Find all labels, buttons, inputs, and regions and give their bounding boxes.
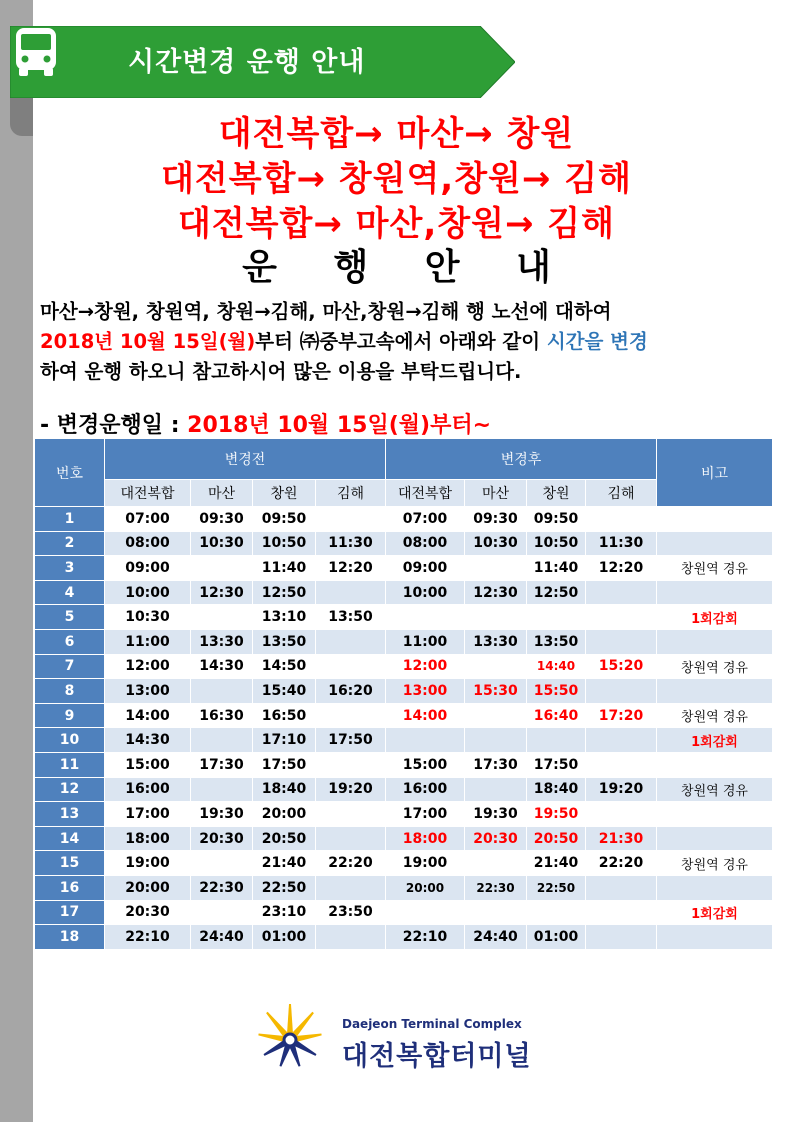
after-daejeon-time [386, 728, 465, 753]
header-stop-daejeon: 대전복합 [105, 480, 191, 507]
row-number: 8 [35, 679, 105, 704]
before-masan-time: 24:40 [191, 925, 253, 950]
after-gimhae-time: 22:20 [586, 851, 657, 876]
before-masan-time: 16:30 [191, 703, 253, 728]
after-masan-time: 17:30 [465, 752, 527, 777]
table-row [35, 802, 773, 827]
table-row [35, 580, 773, 605]
after-masan-time: 10:30 [465, 531, 527, 556]
header-stop-gimhae: 김해 [316, 480, 386, 507]
table-row [35, 556, 773, 581]
before-changwon-time: 20:50 [253, 826, 316, 851]
before-masan-time [191, 777, 253, 802]
route-headline-2: 대전복합→ 창원역,창원→ 김해 [161, 159, 632, 199]
after-gimhae-time: 19:20 [586, 777, 657, 802]
after-daejeon-time: 14:00 [386, 703, 465, 728]
table-row [35, 826, 773, 851]
after-changwon-time: 17:50 [527, 752, 586, 777]
after-daejeon-time: 13:00 [386, 679, 465, 704]
before-daejeon-time: 09:00 [105, 556, 191, 581]
row-note [657, 531, 773, 556]
row-note [657, 925, 773, 950]
before-changwon-time: 14:50 [253, 654, 316, 679]
before-changwon-time: 13:50 [253, 629, 316, 654]
after-masan-time: 24:40 [465, 925, 527, 950]
before-gimhae-time: 19:20 [316, 777, 386, 802]
before-masan-time [191, 556, 253, 581]
before-changwon-time: 20:00 [253, 802, 316, 827]
before-changwon-time: 12:50 [253, 580, 316, 605]
row-note: 창원역 경유 [657, 777, 773, 802]
row-number: 13 [35, 802, 105, 827]
after-daejeon-time: 07:00 [386, 507, 465, 532]
after-masan-time [465, 703, 527, 728]
row-note [657, 826, 773, 851]
effective-date: 2018년 10월 15일(월) [40, 330, 256, 353]
table-row [35, 629, 773, 654]
header-after-change: 변경후 [386, 439, 657, 480]
before-daejeon-time: 14:30 [105, 728, 191, 753]
after-changwon-time: 09:50 [527, 507, 586, 532]
row-note [657, 802, 773, 827]
after-gimhae-time: 17:20 [586, 703, 657, 728]
table-row [35, 507, 773, 532]
after-changwon-time: 12:50 [527, 580, 586, 605]
row-number: 16 [35, 875, 105, 900]
before-masan-time [191, 679, 253, 704]
row-number: 14 [35, 826, 105, 851]
after-masan-time [465, 777, 527, 802]
before-gimhae-time: 12:20 [316, 556, 386, 581]
row-number: 2 [35, 531, 105, 556]
after-masan-time: 19:30 [465, 802, 527, 827]
after-changwon-time: 16:40 [527, 703, 586, 728]
before-gimhae-time [316, 654, 386, 679]
after-masan-time [465, 851, 527, 876]
operation-notice-heading: 운 행 안 내 [242, 247, 573, 288]
row-number: 9 [35, 703, 105, 728]
table-row [35, 654, 773, 679]
before-changwon-time: 17:10 [253, 728, 316, 753]
before-gimhae-time: 13:50 [316, 605, 386, 630]
after-changwon-time: 21:40 [527, 851, 586, 876]
notice-line-3: 하여 운행 하오니 참고하시어 많은 이용을 부탁드립니다. [40, 360, 522, 383]
after-changwon-time: 01:00 [527, 925, 586, 950]
before-gimhae-time [316, 703, 386, 728]
after-gimhae-time [586, 629, 657, 654]
row-note: 1회감회 [657, 605, 773, 630]
before-changwon-time: 11:40 [253, 556, 316, 581]
before-changwon-time: 15:40 [253, 679, 316, 704]
after-gimhae-time: 21:30 [586, 826, 657, 851]
title-banner [10, 26, 515, 98]
table-row [35, 925, 773, 950]
row-note: 1회감회 [657, 728, 773, 753]
before-changwon-time: 16:50 [253, 703, 316, 728]
before-masan-time: 22:30 [191, 875, 253, 900]
after-gimhae-time [586, 875, 657, 900]
before-changwon-time: 21:40 [253, 851, 316, 876]
after-daejeon-time: 11:00 [386, 629, 465, 654]
after-daejeon-time: 18:00 [386, 826, 465, 851]
after-changwon-time: 19:50 [527, 802, 586, 827]
before-changwon-time: 23:10 [253, 900, 316, 925]
before-changwon-time: 18:40 [253, 777, 316, 802]
change-date-prefix: - 변경운행일 : [40, 413, 188, 438]
row-number: 5 [35, 605, 105, 630]
before-daejeon-time: 14:00 [105, 703, 191, 728]
after-gimhae-time [586, 580, 657, 605]
after-daejeon-time: 19:00 [386, 851, 465, 876]
header-stop-masan: 마산 [465, 480, 527, 507]
after-changwon-time: 22:50 [527, 875, 586, 900]
banner-title: 시간변경 운행 안내 [128, 47, 366, 78]
after-daejeon-time [386, 605, 465, 630]
after-masan-time [465, 605, 527, 630]
before-masan-time: 09:30 [191, 507, 253, 532]
header-before-change: 변경전 [105, 439, 386, 480]
row-note [657, 629, 773, 654]
before-changwon-time: 22:50 [253, 875, 316, 900]
after-changwon-time: 20:50 [527, 826, 586, 851]
after-gimhae-time [586, 752, 657, 777]
before-masan-time [191, 851, 253, 876]
time-change-highlight: 시간을 변경 [546, 330, 648, 353]
row-note: 1회감회 [657, 900, 773, 925]
notice-line-2-text: 부터 ㈜중부고속에서 아래와 같이 [255, 330, 547, 353]
before-daejeon-time: 11:00 [105, 629, 191, 654]
before-masan-time: 17:30 [191, 752, 253, 777]
after-daejeon-time: 16:00 [386, 777, 465, 802]
change-date-value: 2018년 10월 15일(월)부터~ [187, 413, 492, 438]
after-daejeon-time: 08:00 [386, 531, 465, 556]
after-masan-time: 09:30 [465, 507, 527, 532]
header-stop-changwon: 창원 [253, 480, 316, 507]
before-daejeon-time: 17:00 [105, 802, 191, 827]
after-gimhae-time: 15:20 [586, 654, 657, 679]
after-gimhae-time [586, 728, 657, 753]
row-note [657, 580, 773, 605]
after-changwon-time [527, 900, 586, 925]
after-changwon-time: 14:40 [527, 654, 586, 679]
after-masan-time [465, 728, 527, 753]
after-daejeon-time: 10:00 [386, 580, 465, 605]
before-gimhae-time: 16:20 [316, 679, 386, 704]
after-changwon-time: 10:50 [527, 531, 586, 556]
before-masan-time: 14:30 [191, 654, 253, 679]
after-daejeon-time: 09:00 [386, 556, 465, 581]
after-masan-time: 12:30 [465, 580, 527, 605]
after-daejeon-time: 22:10 [386, 925, 465, 950]
route-headline-3: 대전복합→ 마산,창원→ 김해 [177, 204, 615, 244]
row-number: 10 [35, 728, 105, 753]
after-gimhae-time [586, 900, 657, 925]
row-note: 창원역 경유 [657, 851, 773, 876]
after-masan-time [465, 900, 527, 925]
before-daejeon-time: 07:00 [105, 507, 191, 532]
row-note [657, 679, 773, 704]
header-stop-changwon: 창원 [527, 480, 586, 507]
before-masan-time [191, 900, 253, 925]
before-masan-time: 10:30 [191, 531, 253, 556]
table-row [35, 851, 773, 876]
row-number: 17 [35, 900, 105, 925]
after-masan-time [465, 654, 527, 679]
before-gimhae-time: 23:50 [316, 900, 386, 925]
notice-line-1: 마산→창원, 창원역, 창원→김해, 마산,창원→김해 행 노선에 대하여 [40, 300, 612, 323]
before-masan-time [191, 728, 253, 753]
table-row [35, 777, 773, 802]
before-gimhae-time [316, 507, 386, 532]
after-gimhae-time [586, 802, 657, 827]
table-row [35, 752, 773, 777]
after-changwon-time: 15:50 [527, 679, 586, 704]
before-daejeon-time: 20:00 [105, 875, 191, 900]
header-number: 번호 [35, 439, 105, 507]
route-headline-1: 대전복합→ 마산→ 창원 [218, 114, 575, 154]
table-row [35, 531, 773, 556]
after-daejeon-time [386, 900, 465, 925]
header-stop-gimhae: 김해 [586, 480, 657, 507]
before-daejeon-time: 19:00 [105, 851, 191, 876]
before-gimhae-time: 11:30 [316, 531, 386, 556]
after-gimhae-time [586, 925, 657, 950]
before-gimhae-time: 17:50 [316, 728, 386, 753]
after-gimhae-time: 11:30 [586, 531, 657, 556]
row-note [657, 752, 773, 777]
header-stop-masan: 마산 [191, 480, 253, 507]
logo-korean-name: 대전복합터미널 [342, 1041, 532, 1072]
row-number: 12 [35, 777, 105, 802]
before-daejeon-time: 18:00 [105, 826, 191, 851]
before-gimhae-time: 22:20 [316, 851, 386, 876]
row-note: 창원역 경유 [657, 556, 773, 581]
after-masan-time [465, 556, 527, 581]
row-number: 15 [35, 851, 105, 876]
after-masan-time: 15:30 [465, 679, 527, 704]
bus-icon [10, 26, 62, 78]
before-changwon-time: 17:50 [253, 752, 316, 777]
after-changwon-time: 18:40 [527, 777, 586, 802]
before-changwon-time: 13:10 [253, 605, 316, 630]
row-number: 4 [35, 580, 105, 605]
after-gimhae-time [586, 507, 657, 532]
before-daejeon-time: 16:00 [105, 777, 191, 802]
before-gimhae-time [316, 580, 386, 605]
table-row [35, 875, 773, 900]
after-daejeon-time: 15:00 [386, 752, 465, 777]
before-masan-time: 12:30 [191, 580, 253, 605]
terminal-logo [250, 1000, 550, 1080]
before-gimhae-time [316, 802, 386, 827]
before-masan-time: 19:30 [191, 802, 253, 827]
before-daejeon-time: 13:00 [105, 679, 191, 704]
row-note: 창원역 경유 [657, 654, 773, 679]
table-row [35, 605, 773, 630]
table-row [35, 703, 773, 728]
before-daejeon-time: 12:00 [105, 654, 191, 679]
sun-emblem-icon [250, 1000, 330, 1080]
after-changwon-time: 13:50 [527, 629, 586, 654]
after-changwon-time [527, 728, 586, 753]
table-row [35, 900, 773, 925]
row-number: 3 [35, 556, 105, 581]
row-note [657, 507, 773, 532]
row-number: 18 [35, 925, 105, 950]
before-masan-time [191, 605, 253, 630]
after-daejeon-time: 20:00 [386, 875, 465, 900]
row-number: 7 [35, 654, 105, 679]
after-changwon-time [527, 605, 586, 630]
before-masan-time: 20:30 [191, 826, 253, 851]
before-gimhae-time [316, 752, 386, 777]
row-note [657, 875, 773, 900]
before-gimhae-time [316, 629, 386, 654]
after-gimhae-time [586, 679, 657, 704]
change-date-label [40, 408, 491, 439]
after-masan-time: 13:30 [465, 629, 527, 654]
after-masan-time: 20:30 [465, 826, 527, 851]
before-daejeon-time: 20:30 [105, 900, 191, 925]
before-changwon-time: 01:00 [253, 925, 316, 950]
before-changwon-time: 10:50 [253, 531, 316, 556]
before-daejeon-time: 22:10 [105, 925, 191, 950]
header-stop-daejeon: 대전복합 [386, 480, 465, 507]
after-changwon-time: 11:40 [527, 556, 586, 581]
logo-english-name: Daejeon Terminal Complex [342, 1017, 522, 1031]
before-masan-time: 13:30 [191, 629, 253, 654]
row-note: 창원역 경유 [657, 703, 773, 728]
after-daejeon-time: 17:00 [386, 802, 465, 827]
row-number: 6 [35, 629, 105, 654]
before-changwon-time: 09:50 [253, 507, 316, 532]
after-gimhae-time: 12:20 [586, 556, 657, 581]
before-daejeon-time: 10:30 [105, 605, 191, 630]
before-gimhae-time [316, 875, 386, 900]
table-row [35, 728, 773, 753]
before-daejeon-time: 10:00 [105, 580, 191, 605]
before-daejeon-time: 08:00 [105, 531, 191, 556]
row-number: 1 [35, 507, 105, 532]
before-daejeon-time: 15:00 [105, 752, 191, 777]
after-daejeon-time: 12:00 [386, 654, 465, 679]
table-row [35, 679, 773, 704]
before-gimhae-time [316, 925, 386, 950]
notice-line-2 [40, 326, 785, 354]
after-masan-time: 22:30 [465, 875, 527, 900]
before-gimhae-time [316, 826, 386, 851]
header-note: 비고 [657, 439, 773, 507]
after-gimhae-time [586, 605, 657, 630]
row-number: 11 [35, 752, 105, 777]
timetable [34, 438, 773, 950]
